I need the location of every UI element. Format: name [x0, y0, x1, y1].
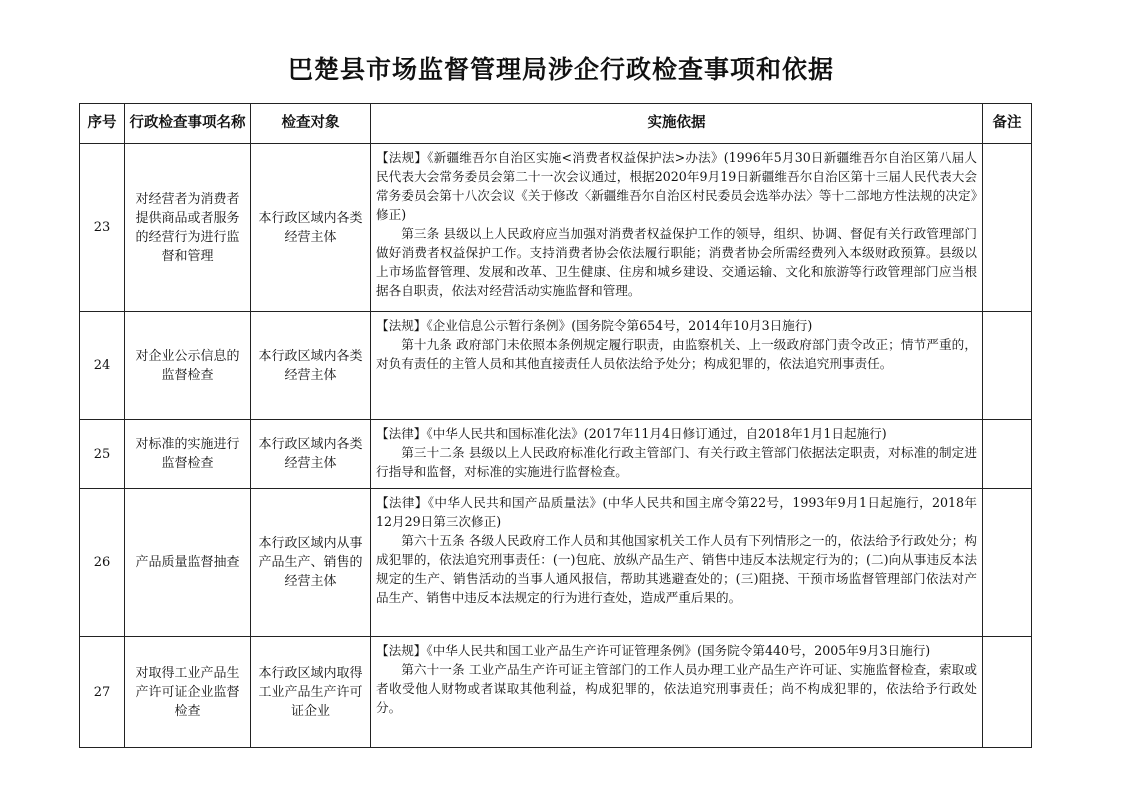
header-target: 检查对象 [251, 104, 371, 144]
row-target: 本行政区域内各类经营主体 [251, 420, 371, 489]
row-remark [983, 489, 1032, 637]
basis-article: 第十九条 政府部门未依照本条例规定履行职责，由监察机关、上一级政府部门责令改正；情节严重的，对负有责任的主管人员和其他直接责任人员依法给予处分；构成犯罪的，依法追究刑事责任。 [376, 337, 977, 371]
basis-article: 第三十二条 县级以上人民政府标准化行政主管部门、有关行政主管部门依据法定职责，对标准的制定进行指导和监督，对标准的实施进行监督检查。 [376, 445, 977, 479]
basis-source: 【法律】《中华人民共和国产品质量法》(中华人民共和国主席令第22号，1993年9月1日起施行，2018年12月29日第三次修正) [376, 495, 977, 529]
header-basis: 实施依据 [371, 104, 983, 144]
row-target: 本行政区域内取得工业产品生产许可证企业 [251, 637, 371, 748]
row-seq: 25 [80, 420, 125, 489]
row-item: 对取得工业产品生产许可证企业监督检查 [125, 637, 251, 748]
table-row [80, 420, 1032, 489]
row-basis [371, 489, 983, 637]
row-target: 本行政区域内各类经营主体 [251, 144, 371, 312]
row-target: 本行政区域内各类经营主体 [251, 312, 371, 420]
basis-article: 第三条 县级以上人民政府应当加强对消费者权益保护工作的领导，组织、协调、督促有关行政管理部门做好消费者权益保护工作。支持消费者协会依法履行职能；消费者协会所需经费列入本级财政预算。县级以上市场监督管理、发展和改革、卫生健康、住房和城乡建设、交通运输、文化和旅游等行政管理部门应当根据各自职责，依法对经营活动实施监督和管理。 [376, 226, 977, 298]
row-target: 本行政区域内从事产品生产、销售的经营主体 [251, 489, 371, 637]
table-row [80, 637, 1032, 748]
header-seq: 序号 [80, 104, 125, 144]
table-row [80, 312, 1032, 420]
inspection-table [79, 103, 1032, 748]
header-item: 行政检查事项名称 [125, 104, 251, 144]
row-seq: 26 [80, 489, 125, 637]
row-remark [983, 420, 1032, 489]
basis-source: 【法规】《中华人民共和国工业产品生产许可证管理条例》(国务院令第440号，2005年9月3日施行) [376, 643, 931, 658]
row-item: 对标准的实施进行监督检查 [125, 420, 251, 489]
table-header-row [80, 104, 1032, 144]
basis-source: 【法律】《中华人民共和国标准化法》(2017年11月4日修订通过，自2018年1月1日起施行) [376, 426, 887, 441]
basis-source: 【法规】《企业信息公示暂行条例》(国务院令第654号，2014年10月3日施行) [376, 318, 813, 333]
row-seq: 24 [80, 312, 125, 420]
header-remark: 备注 [983, 104, 1032, 144]
row-item: 对企业公示信息的监督检查 [125, 312, 251, 420]
basis-source: 【法规】《新疆维吾尔自治区实施<消费者权益保护法>办法》(1996年5月30日新疆维吾尔自治区第八届人民代表大会常务委员会第二十一次会议通过，根据2020年9月19日新疆维吾尔自治区第十三届人民代表大会常务委员会第十八次会议《关于修改〈新疆维吾尔自治区村民委员会选举办法〉等十二部地方性法规的决定》修正) [376, 150, 977, 222]
row-basis [371, 312, 983, 420]
row-remark [983, 637, 1032, 748]
table-row [80, 144, 1032, 312]
basis-article: 第六十一条 工业产品生产许可证主管部门的工作人员办理工业产品生产许可证、实施监督检查，索取或者收受他人财物或者谋取其他利益，构成犯罪的，依法追究刑事责任；尚不构成犯罪的，依法给予行政处分。 [376, 662, 977, 715]
row-remark [983, 312, 1032, 420]
table-row [80, 489, 1032, 637]
row-remark [983, 144, 1032, 312]
row-basis [371, 420, 983, 489]
row-item: 对经营者为消费者提供商品或者服务的经营行为进行监督和管理 [125, 144, 251, 312]
row-item: 产品质量监督抽查 [125, 489, 251, 637]
row-seq: 27 [80, 637, 125, 748]
page-title: 巴楚县市场监督管理局涉企行政检查事项和依据 [287, 55, 834, 84]
row-seq: 23 [80, 144, 125, 312]
basis-article: 第六十五条 各级人民政府工作人员和其他国家机关工作人员有下列情形之一的，依法给予行政处分；构成犯罪的，依法追究刑事责任：(一)包庇、放纵产品生产、销售中违反本法规定行为的；(二)向从事违反本法规定的生产、销售活动的当事人通风报信，帮助其逃避查处的；(三)阻挠、干预市场监督管理部门依法对产品生产、销售中违反本法规定的行为进行查处，造成严重后果的。 [376, 533, 977, 605]
row-basis [371, 144, 983, 312]
row-basis [371, 637, 983, 748]
